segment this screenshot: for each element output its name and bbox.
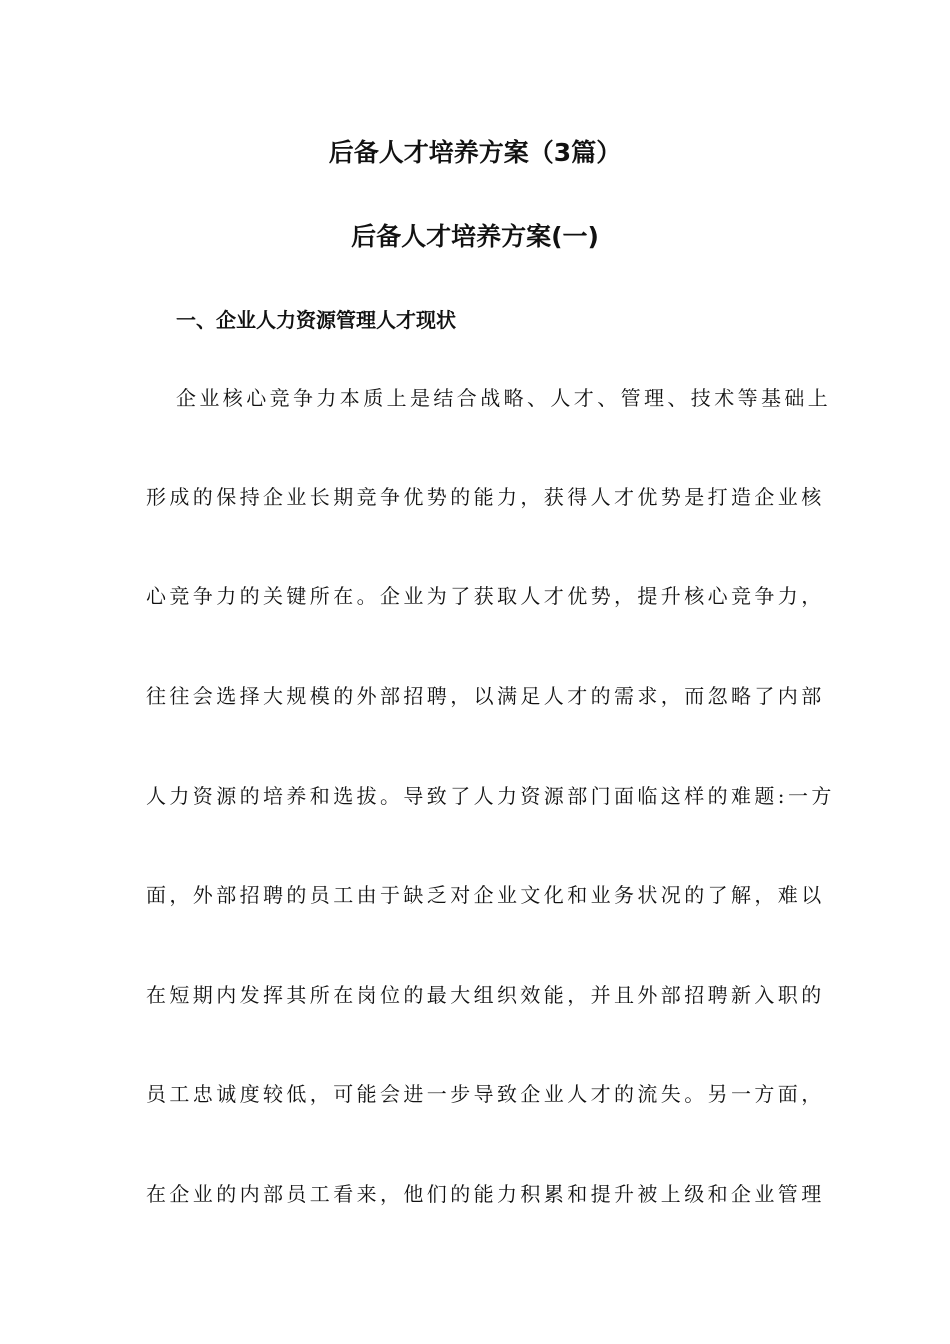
document-title: 后备人才培养方案（3篇）: [328, 138, 622, 167]
paragraph-line: 在企业的内部员工看来，他们的能力积累和提升被上级和企业管理: [146, 1182, 825, 1206]
paragraph-line: 企业核心竞争力本质上是结合战略、人才、管理、技术等基础上: [176, 386, 832, 410]
paragraph-line: 员工忠诚度较低，可能会进一步导致企业人才的流失。另一方面，: [146, 1082, 825, 1106]
paragraph-line: 人力资源的培养和选拔。导致了人力资源部门面临这样的难题:一方: [146, 784, 835, 808]
paragraph-line: 往往会选择大规模的外部招聘，以满足人才的需求，而忽略了内部: [146, 684, 825, 708]
part-title: 后备人才培养方案(一): [351, 222, 599, 251]
paragraph-line: 形成的保持企业长期竞争优势的能力，获得人才优势是打造企业核: [146, 485, 825, 509]
paragraph-line: 心竞争力的关键所在。企业为了获取人才优势，提升核心竞争力，: [146, 584, 825, 608]
section-heading: 一、企业人力资源管理人才现状: [176, 308, 456, 332]
paragraph-line: 面，外部招聘的员工由于缺乏对企业文化和业务状况的了解，难以: [146, 883, 825, 907]
paragraph-line: 在短期内发挥其所在岗位的最大组织效能，并且外部招聘新入职的: [146, 983, 825, 1007]
